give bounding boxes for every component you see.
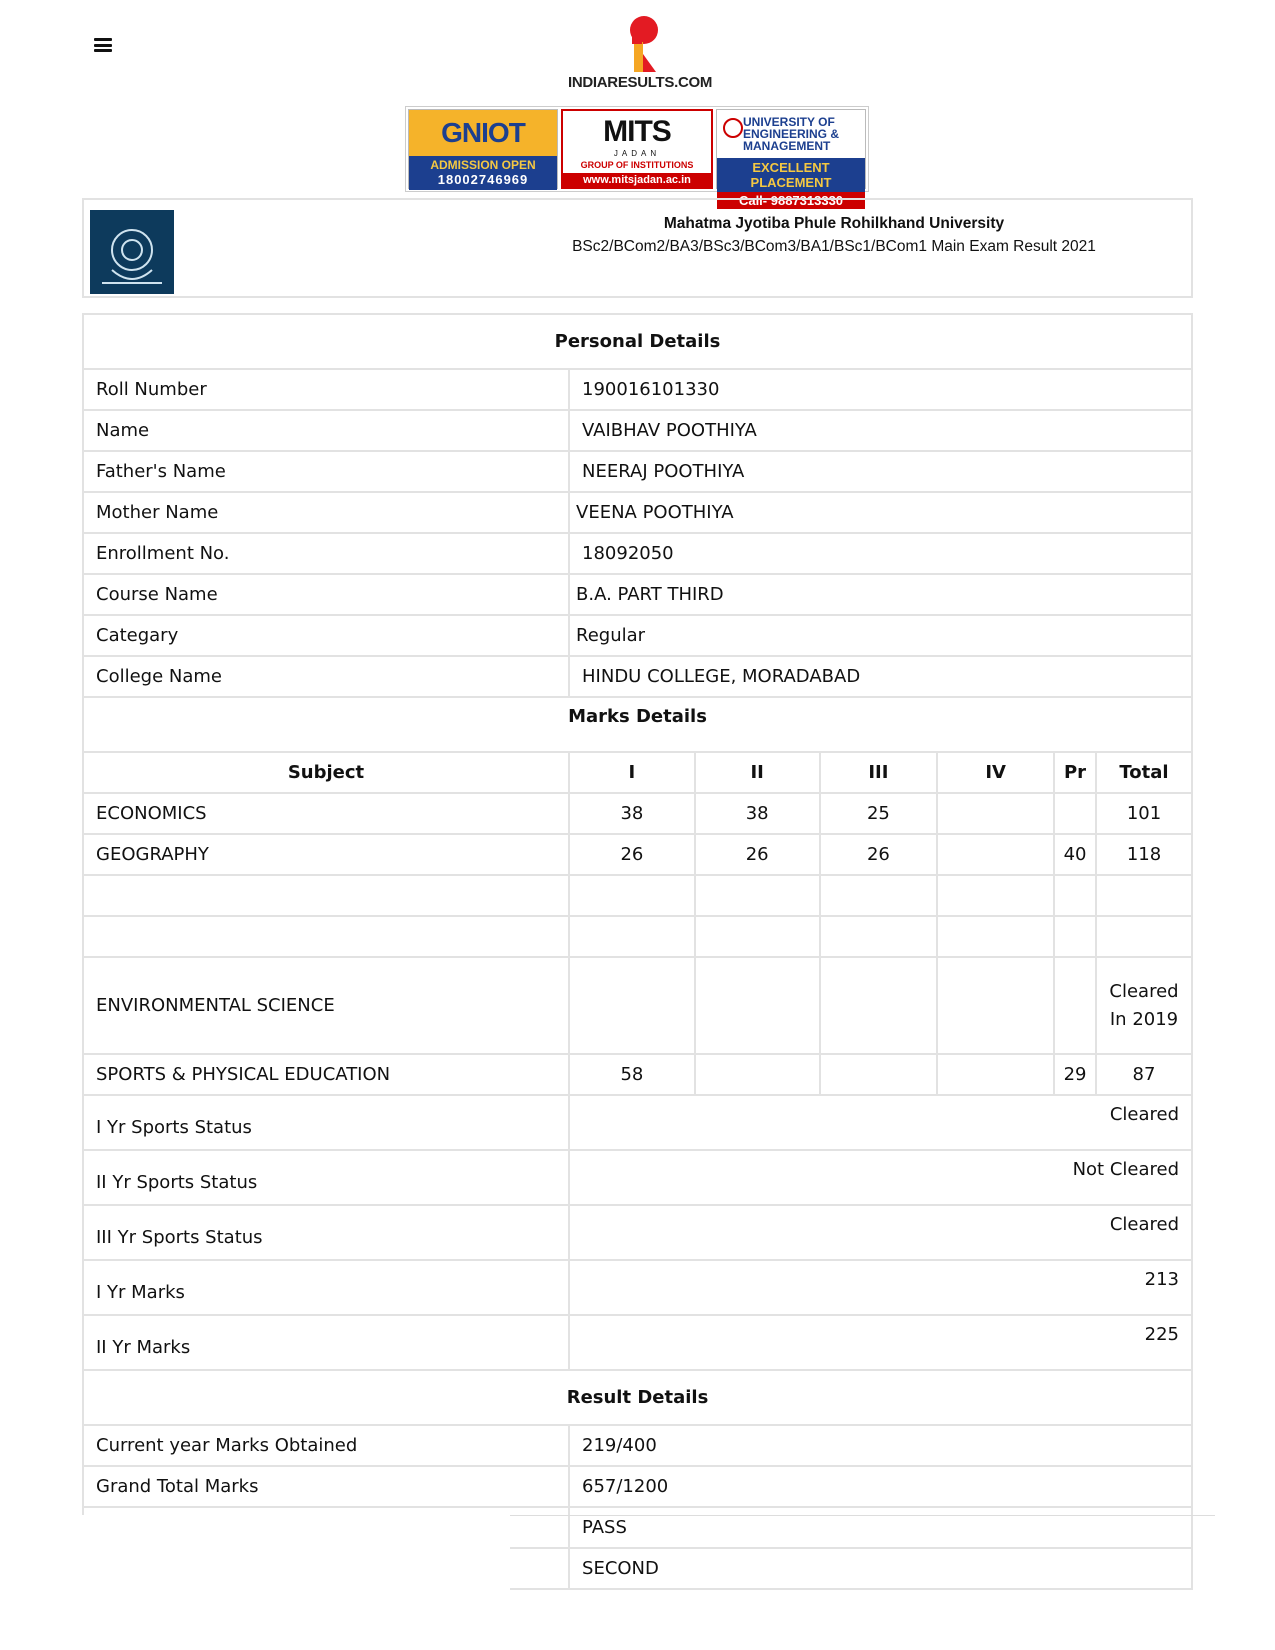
category-label: Categary	[83, 615, 569, 656]
paper-3-marks: 26	[820, 834, 938, 875]
col-paper-1: I	[569, 752, 695, 793]
personal-row	[83, 451, 1192, 492]
uem-line-3: MANAGEMENT	[743, 139, 831, 153]
marks-details-heading: Marks Details	[83, 697, 1192, 752]
course-name-label: Course Name	[83, 574, 569, 615]
subject-name: ENVIRONMENTAL SCIENCE	[83, 957, 569, 1054]
marks-row	[83, 1054, 1192, 1095]
personal-row	[83, 410, 1192, 451]
uem-emblem-icon	[723, 118, 743, 138]
paper-4-marks	[937, 916, 1054, 957]
result-value: 657/1200	[569, 1466, 1192, 1507]
site-logo-text: INDIARESULTS.COM	[567, 74, 713, 91]
paper-4-marks	[937, 834, 1054, 875]
result-details-heading-row	[83, 1370, 1192, 1425]
gniot-name: GNIOT	[441, 117, 525, 148]
category-value: Regular	[569, 615, 1192, 656]
paper-2-marks	[695, 957, 820, 1054]
col-paper-2: II	[695, 752, 820, 793]
status-row	[83, 1260, 1192, 1315]
university-header	[82, 198, 1193, 298]
mits-name: MITS	[603, 115, 671, 148]
marks-row	[83, 875, 1192, 916]
mits-url: www.mitsjadan.ac.in	[563, 173, 711, 187]
indiaresults-logo-mark	[610, 14, 670, 76]
paper-3-marks: 25	[820, 793, 938, 834]
university-name: Mahatma Jyotiba Phule Rohilkhand University	[663, 215, 1005, 232]
paper-3-marks	[820, 875, 938, 916]
status-row	[83, 1205, 1192, 1260]
college-name-label: College Name	[83, 656, 569, 697]
status-value: Cleared	[569, 1205, 1192, 1260]
subject-name: SPORTS & PHYSICAL EDUCATION	[83, 1054, 569, 1095]
college-name-value: HINDU COLLEGE, MORADABAD	[569, 656, 1192, 697]
uem-line-1: UNIVERSITY OF	[743, 115, 835, 129]
personal-row	[83, 533, 1192, 574]
result-row	[83, 1425, 1192, 1466]
practical-marks: 40	[1054, 834, 1096, 875]
overlay-patch	[60, 1515, 510, 1595]
status-row	[83, 1150, 1192, 1205]
result-value: 219/400	[569, 1425, 1192, 1466]
marks-row	[83, 916, 1192, 957]
name-label: Name	[83, 410, 569, 451]
subject-name	[83, 916, 569, 957]
paper-4-marks	[937, 793, 1054, 834]
mother-name-value: VEENA POOTHIYA	[569, 492, 1192, 533]
paper-2-marks	[695, 1054, 820, 1095]
paper-3-marks	[820, 957, 938, 1054]
paper-1-marks: 58	[569, 1054, 695, 1095]
result-row	[83, 1466, 1192, 1507]
result-value: PASS	[569, 1507, 1192, 1548]
personal-row	[83, 574, 1192, 615]
practical-marks: 29	[1054, 1054, 1096, 1095]
status-value: Not Cleared	[569, 1150, 1192, 1205]
enrollment-label: Enrollment No.	[83, 533, 569, 574]
paper-4-marks	[937, 1054, 1054, 1095]
personal-row	[83, 615, 1192, 656]
name-value: VAIBHAV POOTHIYA	[569, 410, 1192, 451]
result-value: SECOND	[569, 1548, 1192, 1589]
total-marks	[1096, 875, 1192, 916]
paper-2-marks: 38	[695, 793, 820, 834]
paper-2-marks: 26	[695, 834, 820, 875]
gniot-phone: 18002746969	[437, 172, 529, 187]
paper-4-marks	[937, 957, 1054, 1054]
marks-details-heading-row	[83, 697, 1192, 752]
marks-row	[83, 957, 1192, 1054]
ad-banners	[405, 106, 869, 208]
paper-3-marks	[820, 1054, 938, 1095]
marks-row	[83, 834, 1192, 875]
exam-title: BSc2/BCom2/BA3/BSc3/BCom3/BA1/BSc1/BCom1 Main Exam Result 2021	[572, 238, 1096, 255]
roll-number-value: 190016101330	[569, 369, 1192, 410]
result-details-heading: Result Details	[83, 1370, 1192, 1425]
personal-row	[83, 656, 1192, 697]
father-name-label: Father's Name	[83, 451, 569, 492]
status-label: I Yr Sports Status	[83, 1095, 569, 1150]
practical-marks	[1054, 916, 1096, 957]
status-label: I Yr Marks	[83, 1260, 569, 1315]
status-row	[83, 1315, 1192, 1370]
uem-line-2: ENGINEERING &	[743, 127, 840, 141]
personal-details-heading: Personal Details	[83, 314, 1192, 369]
practical-marks	[1054, 793, 1096, 834]
gniot-cta: ADMISSION OPEN	[430, 158, 536, 172]
col-paper-3: III	[820, 752, 938, 793]
uem-cta: EXCELLENT PLACEMENT	[717, 158, 865, 192]
enrollment-value: 18092050	[569, 533, 1192, 574]
paper-1-marks: 26	[569, 834, 695, 875]
uem-phone: Call- 9887313330	[717, 192, 865, 209]
paper-2-marks	[695, 875, 820, 916]
indiaresults-logo[interactable]	[560, 14, 720, 94]
total-marks	[1096, 916, 1192, 957]
hamburger-menu-icon[interactable]	[94, 38, 112, 52]
result-label: Grand Total Marks	[83, 1466, 569, 1507]
paper-4-marks	[937, 875, 1054, 916]
paper-1-marks: 38	[569, 793, 695, 834]
uem-banner[interactable]	[716, 109, 866, 208]
personal-row	[83, 369, 1192, 410]
status-value: 225	[569, 1315, 1192, 1370]
mits-banner[interactable]	[561, 109, 713, 189]
status-label: II Yr Sports Status	[83, 1150, 569, 1205]
total-marks: 118	[1096, 834, 1192, 875]
total-marks: 87	[1096, 1054, 1192, 1095]
col-paper-4: IV	[937, 752, 1054, 793]
total-marks: 101	[1096, 793, 1192, 834]
paper-1-marks	[569, 875, 695, 916]
course-name-value: B.A. PART THIRD	[569, 574, 1192, 615]
roll-number-label: Roll Number	[83, 369, 569, 410]
status-label: II Yr Marks	[83, 1315, 569, 1370]
total-marks: Cleared In 2019	[1096, 957, 1192, 1054]
personal-row	[83, 492, 1192, 533]
paper-1-marks	[569, 916, 695, 957]
practical-marks	[1054, 957, 1096, 1054]
status-value: Cleared	[569, 1095, 1192, 1150]
subject-name	[83, 875, 569, 916]
col-subject: Subject	[83, 752, 569, 793]
mits-group: GROUP OF INSTITUTIONS	[580, 160, 694, 170]
status-row	[83, 1095, 1192, 1150]
marks-row	[83, 793, 1192, 834]
marks-header-row	[83, 752, 1192, 793]
col-practical: Pr	[1054, 752, 1096, 793]
practical-marks	[1054, 875, 1096, 916]
subject-name: GEOGRAPHY	[83, 834, 569, 875]
university-emblem-icon	[90, 210, 174, 294]
mother-name-label: Mother Name	[83, 492, 569, 533]
father-name-value: NEERAJ POOTHIYA	[569, 451, 1192, 492]
paper-3-marks	[820, 916, 938, 957]
subject-name: ECONOMICS	[83, 793, 569, 834]
paper-2-marks	[695, 916, 820, 957]
mits-city: JADAN	[613, 149, 661, 158]
status-label: III Yr Sports Status	[83, 1205, 569, 1260]
col-total: Total	[1096, 752, 1192, 793]
result-table	[82, 313, 1193, 1590]
personal-details-heading-row	[83, 314, 1192, 369]
gniot-banner[interactable]	[408, 109, 558, 189]
status-value: 213	[569, 1260, 1192, 1315]
paper-1-marks	[569, 957, 695, 1054]
result-label: Current year Marks Obtained	[83, 1425, 569, 1466]
